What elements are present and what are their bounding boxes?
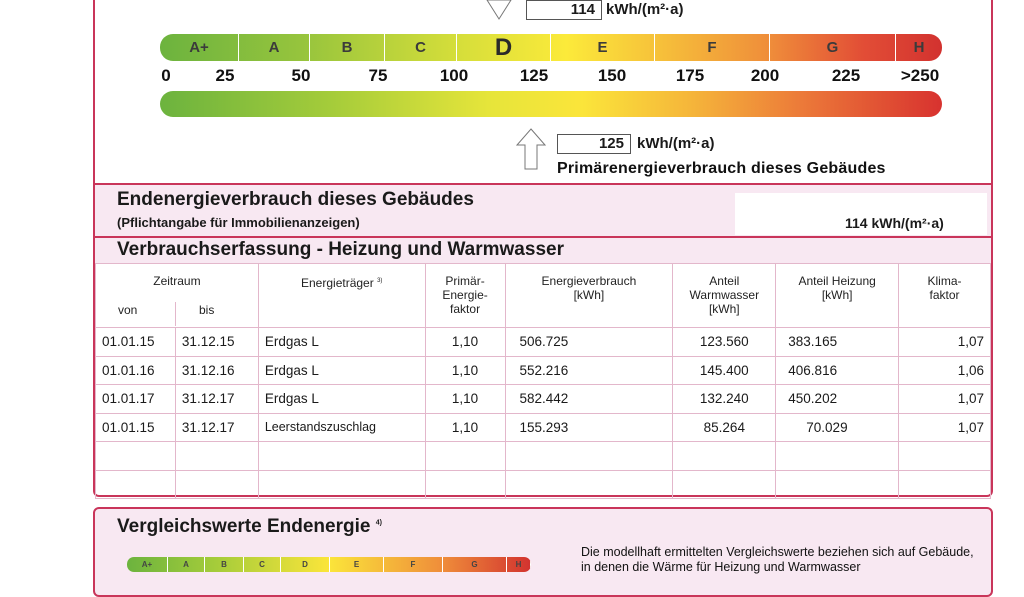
table-row-empty [96, 470, 991, 499]
cell-von: 01.01.15 [96, 328, 176, 357]
cell-verbrauch: 552.216 [505, 356, 673, 385]
class-e: E [551, 34, 655, 61]
cell-faktor: 1,10 [425, 356, 505, 385]
mini-class-f: F [384, 557, 443, 572]
mini-class-g: G [443, 557, 507, 572]
endenergy-title: Endenergieverbrauch dieses Gebäudes [117, 189, 474, 210]
cell-bis: 31.12.17 [175, 413, 258, 442]
header-klimafaktor: Klima- faktor [899, 264, 991, 328]
cell-faktor: 1,10 [425, 385, 505, 414]
cell-klima: 1,06 [899, 356, 991, 385]
cell-warmwasser: 145.400 [673, 356, 776, 385]
mini-class-a: A [168, 557, 205, 572]
cell-warmwasser: 85.264 [673, 413, 776, 442]
cell-warmwasser: 132.240 [673, 385, 776, 414]
cell-bis: 31.12.15 [175, 328, 258, 357]
header-primaerfaktor: Primär- Energie- faktor [425, 264, 505, 328]
endenergy-subtitle: (Pflichtangabe für Immobilienanzeigen) [117, 215, 360, 230]
cell-traeger: Leerstandszuschlag [258, 413, 425, 442]
arrow-up-icon [516, 128, 546, 170]
endenergy-indicator-value: 114 [526, 0, 602, 20]
cell-klima: 1,07 [899, 413, 991, 442]
cell-heizung: 450.202 [776, 385, 899, 414]
consumption-title: Verbrauchserfassung - Heizung und Warmwasser [117, 239, 564, 260]
tick-label: 150 [597, 66, 627, 85]
cell-klima: 1,07 [899, 385, 991, 414]
class-a-plus: A+ [160, 34, 239, 61]
consumption-table [95, 263, 991, 499]
primary-energy-label: Primärenergieverbrauch dieses Gebäudes [557, 160, 886, 177]
cell-verbrauch: 506.725 [505, 328, 673, 357]
header-von: von [118, 303, 138, 317]
cell-klima: 1,07 [899, 328, 991, 357]
header-energieverbrauch: Energieverbrauch [kWh] [505, 264, 673, 328]
primary-indicator-value: 125 [557, 134, 631, 154]
endenergy-value: 114 kWh/(m²·a) [845, 215, 944, 231]
mini-class-c: C [244, 557, 281, 572]
class-f: F [655, 34, 770, 61]
cell-verbrauch: 155.293 [505, 413, 673, 442]
tick-label: 225 [831, 66, 861, 85]
tick-label: 25 [215, 66, 235, 85]
mini-class-a-plus: A+ [127, 557, 168, 572]
mini-class-e: E [330, 557, 384, 572]
table-row-empty [96, 442, 991, 471]
header-zeitraum: Zeitraum [96, 264, 259, 328]
tick-label: 175 [675, 66, 705, 85]
cell-heizung: 383.165 [776, 328, 899, 357]
tick-label: 200 [750, 66, 780, 85]
comparison-mini-scale [127, 557, 531, 572]
cell-traeger: Erdgas L [258, 328, 425, 357]
class-a: A [239, 34, 310, 61]
cell-traeger: Erdgas L [258, 385, 425, 414]
header-anteil-warmwasser: Anteil Warmwasser [kWh] [673, 264, 776, 328]
header-anteil-heizung: Anteil Heizung [kWh] [776, 264, 899, 328]
tick-label: >250 [900, 66, 940, 85]
energy-gradient-bar [160, 91, 942, 117]
tick-label: 125 [519, 66, 549, 85]
tick-label: 100 [439, 66, 469, 85]
table-row [96, 356, 991, 385]
cell-traeger: Erdgas L [258, 356, 425, 385]
comparison-note: Die modellhaft ermittelten Vergleichswerte beziehen sich auf Gebäude, in denen die Wärme für Heizung und Warmwasser [581, 545, 974, 574]
endenergy-indicator-unit: kWh/(m²·a) [606, 1, 684, 18]
primary-indicator-unit: kWh/(m²·a) [637, 135, 715, 152]
column-divider [175, 302, 176, 326]
table-row [96, 385, 991, 414]
energy-class-scale [160, 34, 942, 61]
cell-bis: 31.12.17 [175, 385, 258, 414]
table-row [96, 328, 991, 357]
tick-label: 75 [368, 66, 388, 85]
cell-verbrauch: 582.442 [505, 385, 673, 414]
comparison-title: Vergleichswerte Endenergie $^{4)}$ [117, 516, 382, 537]
tick-label: 50 [291, 66, 311, 85]
mini-class-b: B [205, 557, 244, 572]
class-c: C [385, 34, 457, 61]
cell-bis: 31.12.16 [175, 356, 258, 385]
arrow-down-icon [486, 0, 512, 20]
cell-heizung: 406.816 [776, 356, 899, 385]
cell-warmwasser: 123.560 [673, 328, 776, 357]
class-g: G [770, 34, 896, 61]
mini-class-d: D [281, 557, 330, 572]
header-energietraeger: Energieträger $^{3)}$ [258, 264, 425, 328]
cell-von: 01.01.15 [96, 413, 176, 442]
table-header-row [96, 264, 991, 328]
cell-heizung: 70.029 [776, 413, 899, 442]
class-d: D [457, 34, 551, 61]
table-row [96, 413, 991, 442]
class-b: B [310, 34, 385, 61]
tick-label: 0 [161, 66, 171, 85]
cell-von: 01.01.17 [96, 385, 176, 414]
scale-ticks [160, 66, 942, 86]
mini-class-h: H [507, 557, 531, 572]
header-bis: bis [199, 303, 215, 317]
cell-faktor: 1,10 [425, 328, 505, 357]
cell-faktor: 1,10 [425, 413, 505, 442]
cell-von: 01.01.16 [96, 356, 176, 385]
class-h: H [913, 39, 925, 56]
